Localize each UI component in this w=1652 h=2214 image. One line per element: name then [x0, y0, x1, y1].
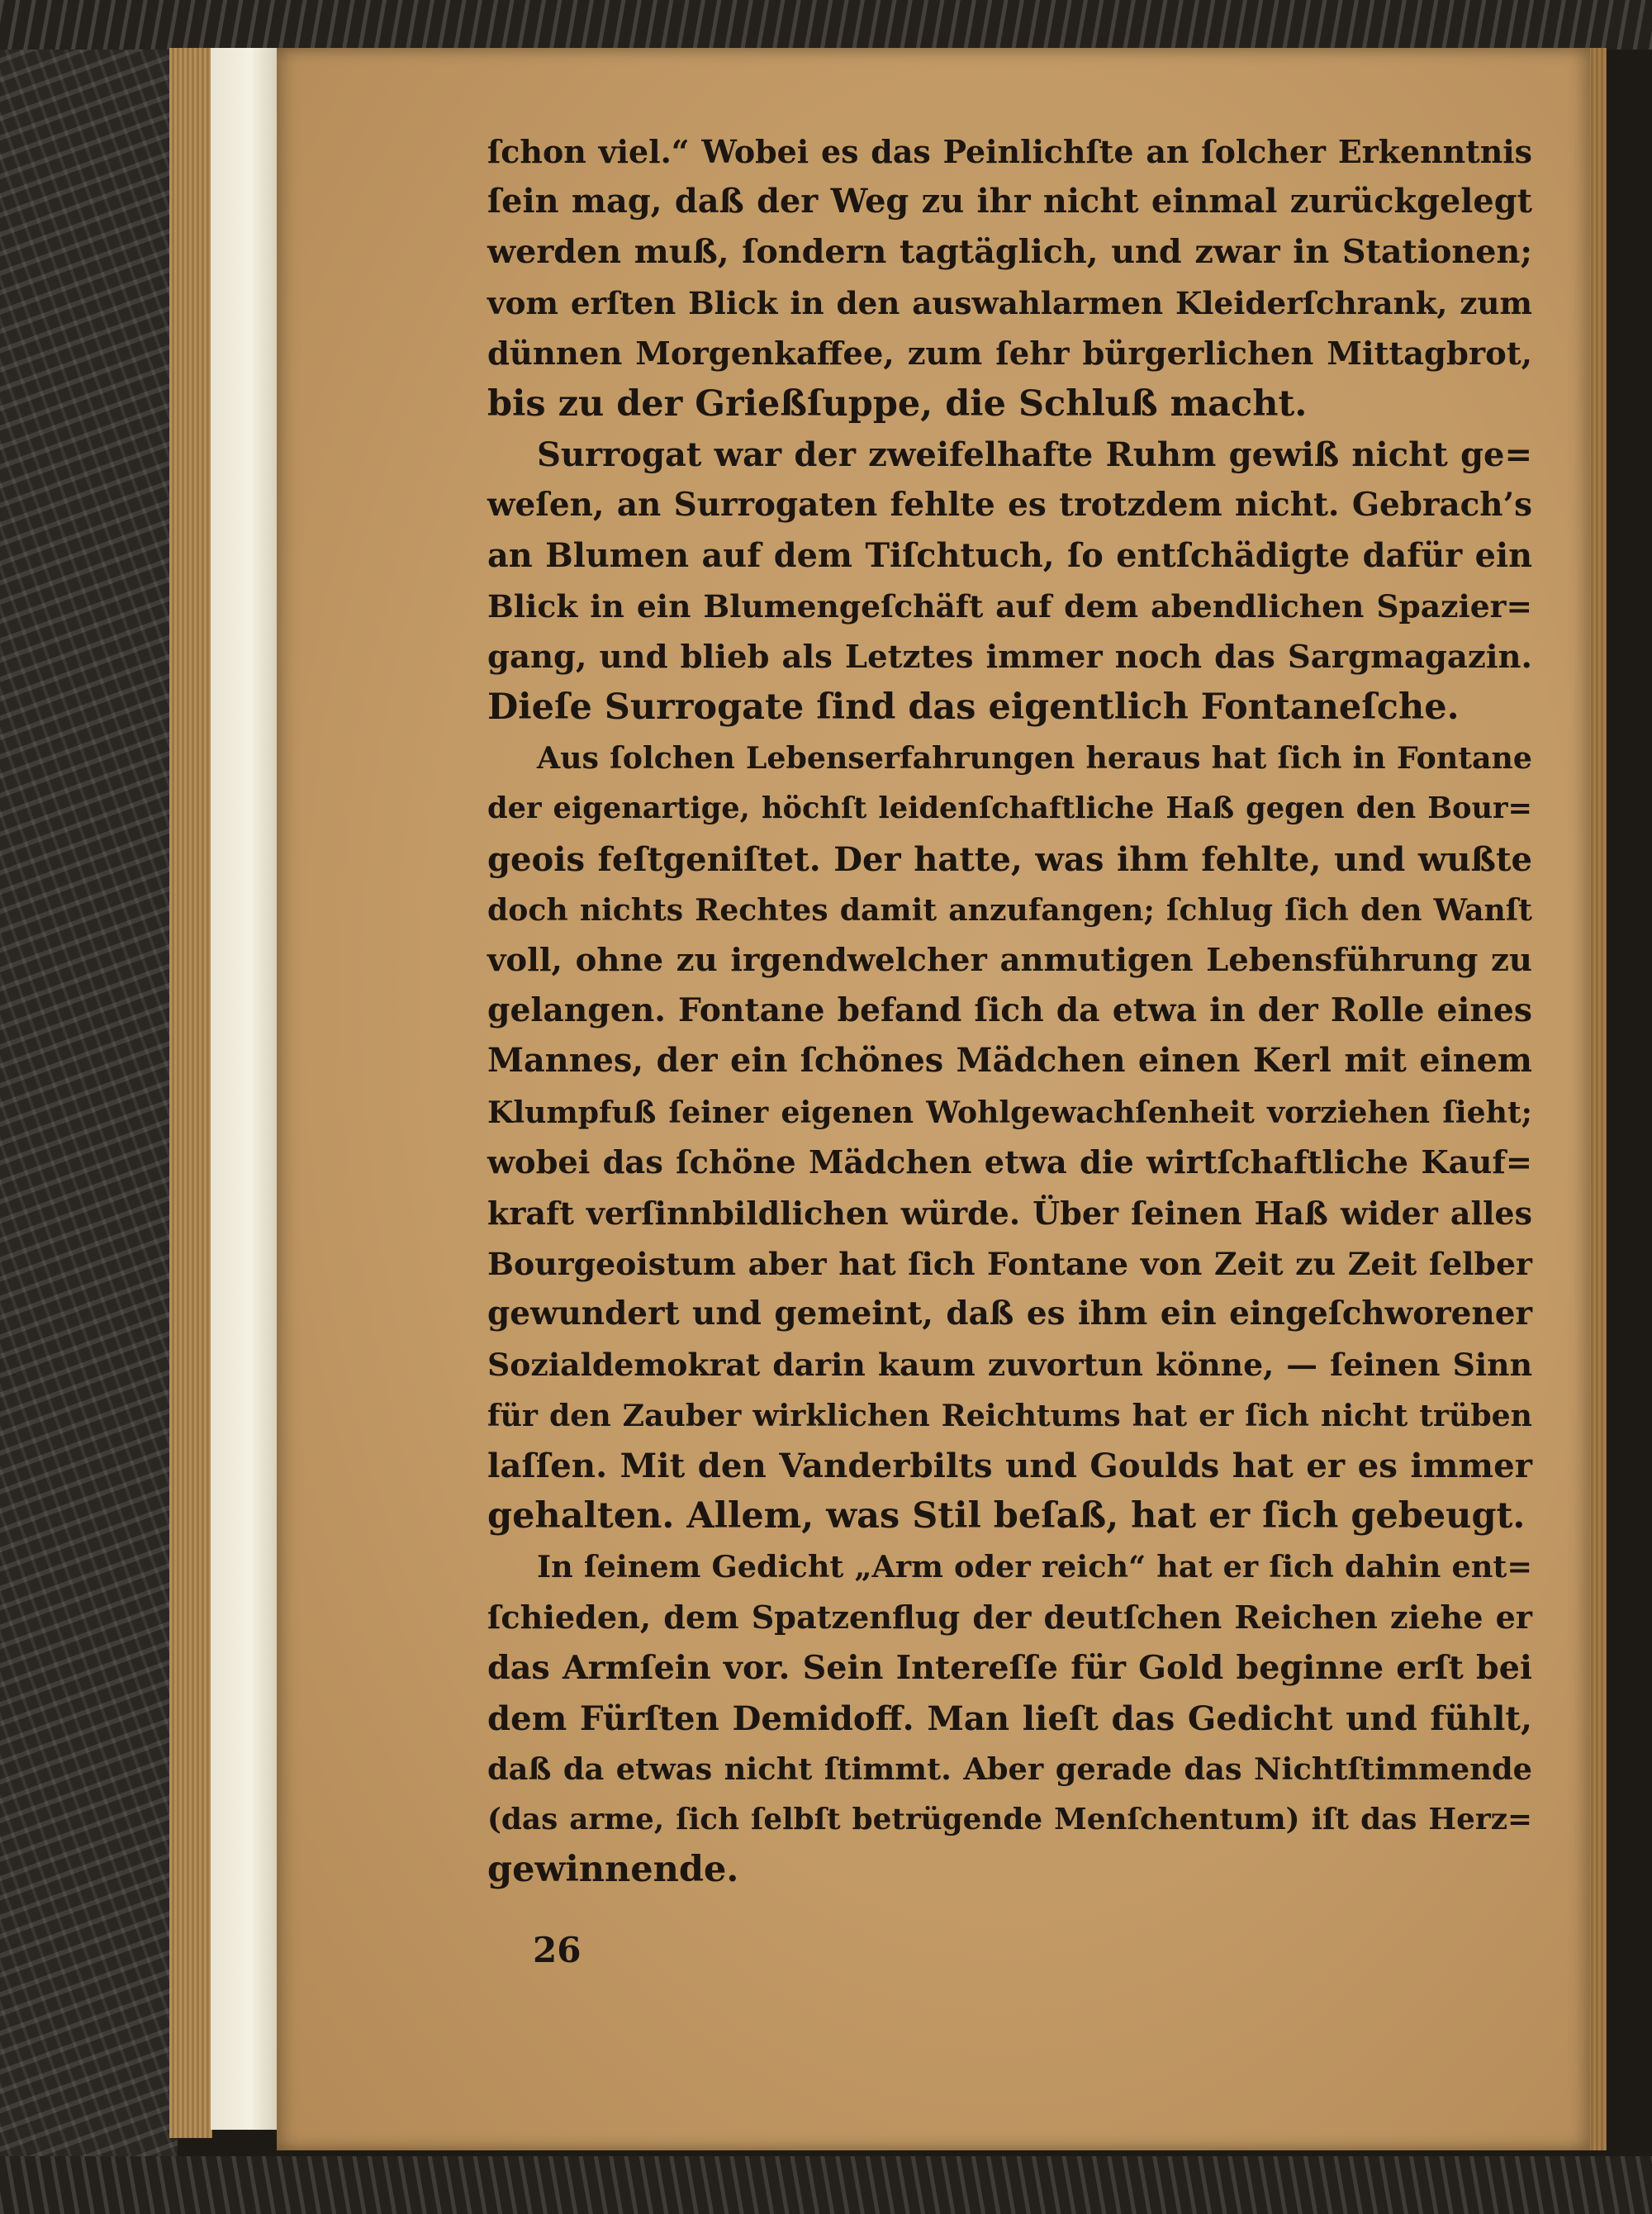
text-line: vom erſten Blick in den auswahlarmen Kleiderſchrank, zum — [487, 284, 1532, 321]
text-line: In ſeinem Gedicht „Arm oder reich“ hat er ſich dahin ent= — [537, 1549, 1532, 1585]
text-line: ſein mag, daß der Weg zu ihr nicht einmal zurückgelegt — [487, 183, 1532, 221]
text-line: dünnen Morgenkaffee, zum ſehr bürgerlichen Mittagbrot, — [487, 335, 1532, 373]
text-line: Bourgeoistum aber hat ſich Fontane von Zeit zu Zeit ſelber — [487, 1245, 1532, 1283]
book-cover-left — [0, 0, 178, 2214]
text-line: voll, ohne zu irgendwelcher anmutigen Lebensführung zu — [487, 942, 1532, 979]
text-line: Blick in ein Blumengeſchäft auf dem abendlichen Spazier= — [487, 587, 1532, 625]
text-line: weſen, an Surrogaten fehlte es trotzdem nicht. Gebrach’s — [487, 486, 1532, 525]
text-line: für den Zauber wirklichen Reichtums hat er ſich nicht trüben — [487, 1397, 1532, 1433]
text-line: gewundert und gemeint, daß es ihm ein eingeſchworener — [487, 1295, 1532, 1333]
book-cover-bottom — [0, 2156, 1652, 2214]
text-line: gehalten. Allem, was Stil beſaß, hat er ſich gebeugt. — [487, 1495, 1526, 1537]
text-line: geois feſtgeniſtet. Der hatte, was ihm fehlte, und wußte — [487, 839, 1532, 879]
text-line: doch nichts Rechtes damit anzufangen; ſchlug ſich den Wanſt — [487, 891, 1532, 928]
page-number: 26 — [533, 1930, 582, 1970]
flyleaf-edge — [211, 48, 277, 2130]
text-line: Aus ſolchen Lebenserfahrungen heraus hat ſich in Fontane — [537, 740, 1532, 777]
text-line: Sozialdemokrat darin kaum zuvortun könne, — ſeinen Sinn — [487, 1346, 1532, 1383]
text-line: (das arme, ſich ſelbſt betrügende Menſchentum) iſt das Herz= — [487, 1802, 1532, 1837]
text-line: Dieſe Surrogate ſind das eigentlich Fontaneſche. — [487, 687, 1460, 729]
text-line: bis zu der Grießſuppe, die Schluß macht. — [487, 382, 1308, 425]
text-line: dem Fürſten Demidoff. Man lieſt das Gedicht und fühlt, — [487, 1699, 1532, 1738]
text-line: laſſen. Mit den Vanderbilts und Goulds hat er es immer — [487, 1445, 1532, 1485]
body-text — [487, 126, 1532, 1896]
book-page — [277, 48, 1590, 2150]
text-line: gelangen. Fontane befand ſich da etwa in der Rolle eines — [487, 991, 1532, 1030]
text-line: gewinnende. — [487, 1849, 739, 1891]
text-line: der eigenartige, höchſt leidenſchaftliche Haß gegen den Bour= — [487, 791, 1532, 826]
book-cover-top — [0, 0, 1652, 50]
text-line: kraft verſinnbildlichen würde. Über ſeinen Haß wider alles — [487, 1194, 1532, 1232]
text-line: daß da etwas nicht ſtimmt. Aber gerade das Nichtſtimmende — [487, 1751, 1532, 1787]
text-line: an Blumen auf dem Tiſchtuch, ſo entſchädigte dafür ein — [487, 536, 1532, 575]
text-line: ſchieden, dem Spatzenflug der deutſchen Reichen ziehe er — [487, 1599, 1532, 1637]
text-line: ſchon viel.“ Wobei es das Peinlichſte an ſolcher Erkenntnis — [487, 133, 1532, 170]
text-line: Klumpfuß ſeiner eigenen Wohlgewachſenheit vorziehen ſieht; — [487, 1094, 1532, 1130]
text-line: werden muß, ſondern tagtäglich, und zwar in Stationen; — [487, 233, 1532, 272]
text-line: wobei das ſchöne Mädchen etwa die wirtſchaftliche Kauf= — [487, 1143, 1532, 1181]
text-line: Mannes, der ein ſchönes Mädchen einen Kerl mit einem — [487, 1042, 1532, 1081]
text-line: gang, und blieb als Letztes immer noch das Sargmagazin. — [487, 638, 1532, 676]
text-line: das Armſein vor. Sein Intereſſe für Gold beginne erſt bei — [487, 1648, 1532, 1687]
text-line: Surrogat war der zweifelhafte Ruhm gewiß nicht ge= — [537, 435, 1532, 475]
page-stack-left — [169, 48, 212, 2138]
